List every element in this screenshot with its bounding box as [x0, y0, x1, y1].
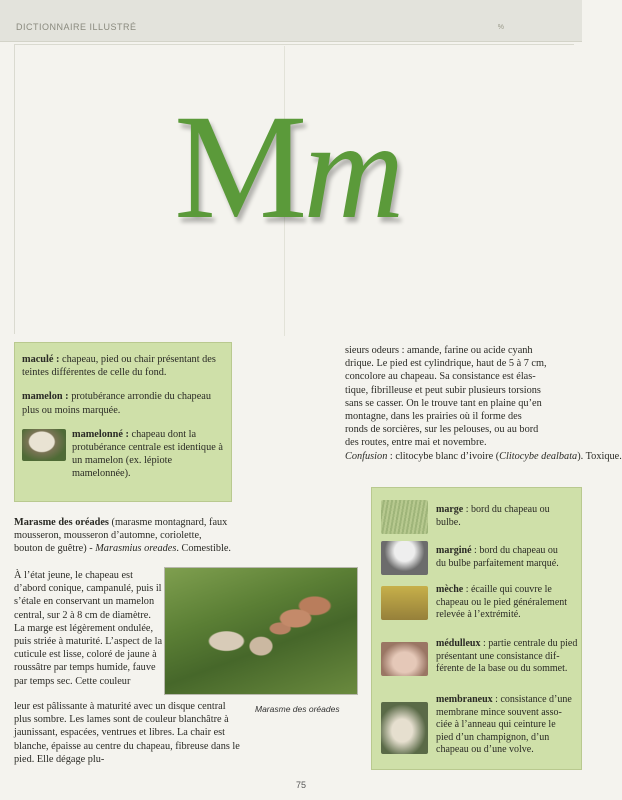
letter-lower: m	[303, 93, 401, 248]
header-band	[0, 0, 582, 42]
photo-caption: Marasme des oréades	[255, 704, 340, 714]
marge-thumbnail-image	[381, 500, 428, 534]
text-line: drique. Le pied est cylindrique, haut de 5 à 7 cm,	[345, 358, 547, 370]
marasme-intro	[14, 516, 232, 556]
frame-line	[14, 44, 574, 45]
side-term: mèche	[436, 584, 464, 595]
marasme-description-wide: leur est pâlissante à maturité avec un disque central plus sombre. Les lames sont de couleur blanchâtre à jaunissant, espacées, ventrues et libres. La chair est blanche, épaisse au centre du chapeau, fibreuse dans le pied. Elle dégage plu-	[14, 701, 240, 765]
side-term: marginé	[436, 545, 472, 556]
confusion-label: Confusion	[345, 450, 388, 462]
confusion-latin: Clitocybe dealbata	[499, 450, 578, 462]
glossary-entry-mamelonne	[22, 428, 224, 492]
glossary-definition: chapeau, pied ou chair présentant des teintes différentes de celle du fond.	[22, 354, 216, 379]
glossary-definition: protubérance arrondie du chapeau plus ou moins marquée.	[22, 391, 211, 416]
section-letters	[174, 84, 401, 250]
entry-synonyms: (marasme montagnard, faux mousseron, mousseron d’automne, coriolette, bouton de guêtre) -	[14, 517, 228, 555]
side-term: médulleux	[436, 638, 481, 649]
text-line: concolore au chapeau. Sa consistance est élas-	[345, 371, 536, 383]
glossary-entry-mamelon	[22, 390, 224, 416]
text-line: montagne, dans les prairies où il forme des	[345, 411, 522, 423]
glossary-entry-macule	[22, 353, 224, 379]
glossary-term: mamelonné :	[72, 428, 129, 440]
side-entry-membraneux: membraneux : consistance d’une membrane mince souvent asso- ciée à l’anneau qui ceinture le pied d’un champignon, d’un chapeau ou d’une volve.	[372, 694, 583, 766]
corner-mark: %	[497, 24, 504, 31]
side-term: marge	[436, 504, 464, 515]
marasme-photo	[164, 567, 358, 695]
side-term: membraneux	[436, 694, 493, 705]
side-entry-marge: marge : bord du chapeau ou bulbe.	[372, 500, 583, 536]
text-line: sieurs odeurs : amande, farine ou acide cyanh	[345, 345, 533, 356]
text-line: ronds de sorcières, sur les pelouses, ou au bord	[345, 424, 539, 436]
confusion-line: Confusion : clitocybe blanc d’ivoire (Clitocybe dealbata). Toxique.	[345, 450, 622, 462]
side-entry-margine: marginé : bord du chapeau ou du bulbe parfaitement marqué.	[372, 541, 583, 577]
meche-thumbnail-image	[381, 586, 428, 620]
entry-edibility: . Comestible.	[176, 543, 231, 555]
text-line: des routes, entre mai et novembre.	[345, 437, 487, 449]
glossary-box	[14, 342, 232, 502]
side-entry-meche: mèche : écaille qui couvre le chapeau ou le pied généralement relevée à l’extrémité.	[372, 584, 583, 628]
right-column-text	[345, 344, 622, 463]
entry-latin-name: Marasmius oreades	[95, 543, 177, 555]
frame-line	[14, 44, 15, 334]
text-line: tique, fibrilleuse et peut subir plusieurs torsions	[345, 384, 541, 396]
running-title: DICTIONNAIRE ILLUSTRÉ	[16, 22, 137, 32]
side-entry-medulleux: médulleux : partie centrale du pied présentant une consistance dif- férente de la base ou du sommet.	[372, 638, 583, 682]
glossary-term: mamelon :	[22, 391, 69, 403]
letter-upper: M	[174, 84, 304, 250]
glossary-term: maculé :	[22, 354, 60, 365]
medulleux-thumbnail-image	[381, 642, 428, 676]
mamelonne-thumbnail-image	[22, 429, 66, 461]
glossary-definition: chapeau dont la protubérance centrale est identique à un mamelon (ex. lépiote mamelonnée).	[72, 428, 223, 480]
entry-title: Marasme des oréades	[14, 517, 109, 528]
marasme-description-narrow: À l’état jeune, le chapeau est d’abord conique, campanulé, puis il s’étale en conservant un mamelon central, sur 2 à 8 cm de diamètre. La marge est légèrement ondulée, puis striée à maturité. L’aspect de la cuticule est lisse, coloré de jaune à roussâtre par temps humide, fauve par temps sec. Cette couleur	[14, 570, 163, 687]
side-glossary-panel	[371, 487, 582, 770]
page-number: 75	[296, 780, 307, 790]
text-line: sans se casser. On le trouve tant en plaine qu’en	[345, 397, 542, 409]
membraneux-thumbnail-image	[381, 702, 428, 754]
margine-thumbnail-image	[381, 541, 428, 575]
